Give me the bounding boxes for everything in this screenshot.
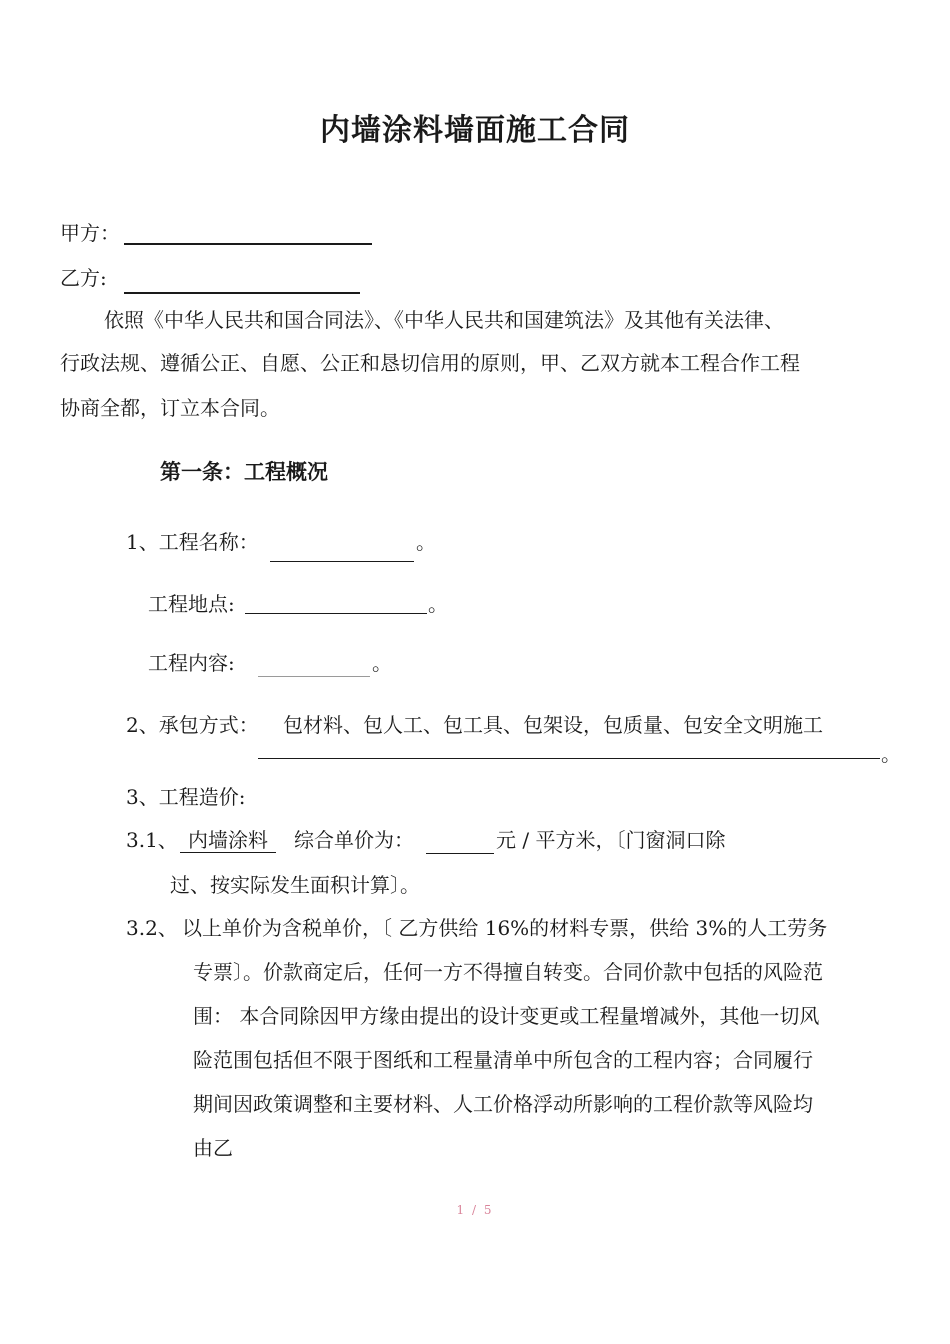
party-b-blank [124,292,360,294]
contract-method-blank [258,758,880,759]
project-location-end: 。 [428,592,448,616]
item-3-1-line-2: 过、按实际发生面积计算〕。 [170,873,420,897]
item-3-2-line-4: 险范围包括但不限于图纸和工程量清单中所包含的工程内容；合同履行 [193,1048,813,1072]
project-name-blank [270,561,414,562]
item-3-1-unit: 元 / 平方米，〔门窗洞口除 [496,828,726,852]
item-3-2-line-5: 期间因政策调整和主要材料、人工价格浮动所影响的工程价款等风险均 [193,1092,813,1116]
unit-price-blank [426,853,494,854]
item-3-2-line-2: 专票〕。价款商定后，任何一方不得擅自转变。合同价款中包括的风险范 [193,960,823,984]
item-3-2-line-6: 由乙 [193,1136,233,1160]
project-location-label: 工程地点: [148,592,235,616]
item-3-1-material [180,828,276,852]
item-3-1-prefix: 3.1、 [126,828,178,852]
intro-line-1: 依照《中华人民共和国合同法》、《中华人民共和国建筑法》及其他有关法律、 [104,308,784,332]
contract-method-value: 包材料、包人工、包工具、包架设，包质量、包安全文明施工 [283,713,823,737]
project-content-blank [258,676,370,677]
page-indicator: 1 / 5 [456,1203,494,1217]
intro-line-2: 行政法规、遵循公正、自愿、公正和恳切信用的原则，甲、乙双方就本工程合作工程 [60,351,800,375]
contract-method-label: 2、承包方式： [126,713,259,737]
party-a-label: 甲方： [60,221,120,245]
item-3-2-line-3: 围： 本合同除因甲方缘由提出的设计变更或工程量增减外，其他一切风 [193,1004,820,1028]
project-content-end: 。 [372,651,392,675]
item-3-1-text: 综合单价为： [294,828,414,852]
project-location-blank [245,613,427,614]
section-1-heading: 第一条：工程概况 [160,460,328,484]
item-3-2-prefix: 3.2、 [126,916,178,940]
project-cost-label: 3、工程造价: [126,785,246,809]
party-a-blank [124,243,372,245]
project-content-label: 工程内容: [148,651,235,675]
project-name-end: 。 [416,530,436,554]
intro-line-3: 协商全都，订立本合同。 [60,396,280,420]
contract-method-end: 。 [881,742,901,766]
item-3-2-line-1: 以上单价为含税单价，〔 乙方供给 16%的材料专票，供给 3%的人工劳务 [182,916,828,940]
material-underlined: 内墙涂料 [180,828,276,853]
party-b-label: 乙方: [60,266,107,290]
project-name-label: 1、工程名称： [126,530,259,554]
document-title: 内墙涂料墙面施工合同 [320,113,630,148]
